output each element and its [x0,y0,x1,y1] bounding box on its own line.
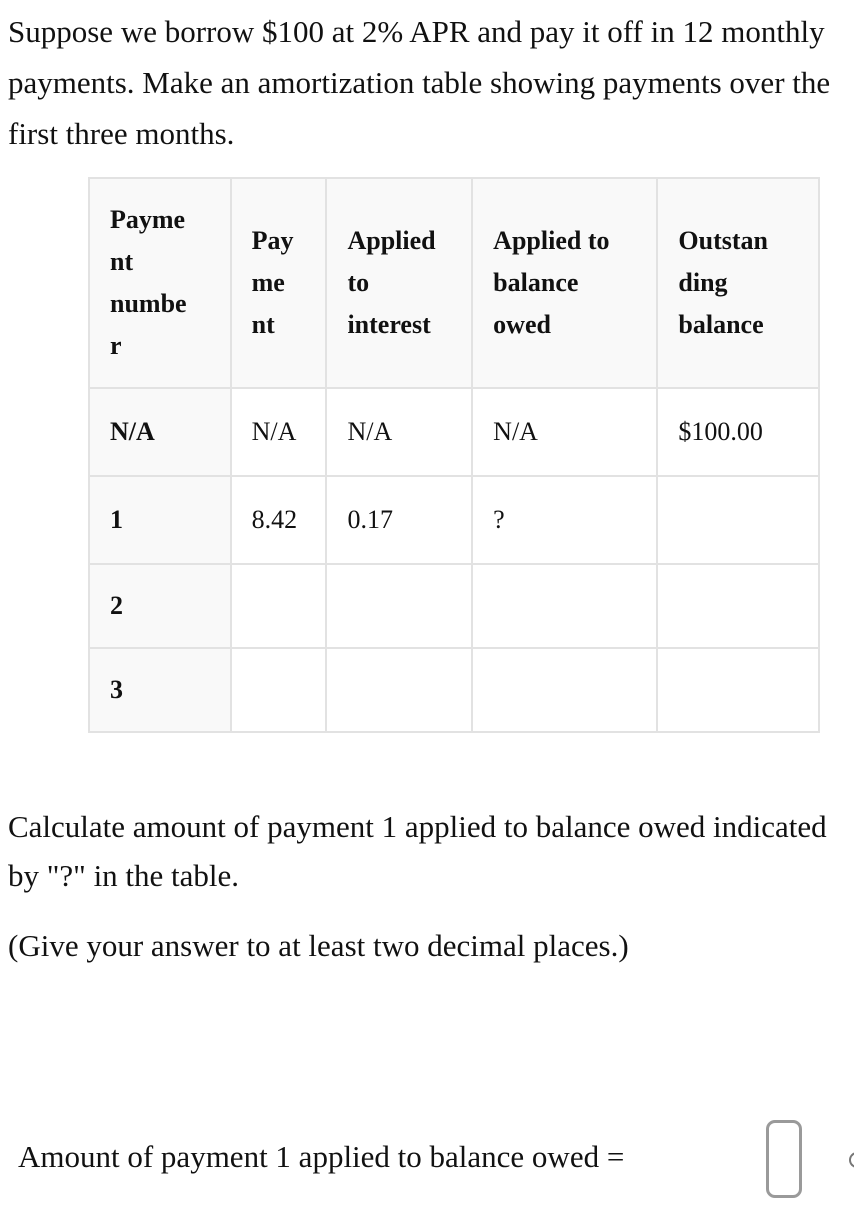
cell-payment: 8.42 [231,476,327,564]
cell-payment [231,564,327,648]
cell-payment-number: N/A [89,388,231,476]
table-row [89,476,819,564]
answer-row [18,1128,624,1186]
header-payment-number: Payme nt numbe r [89,178,231,388]
cell-applied-to-interest [326,648,472,732]
header-applied-to-balance: Applied to balance owed [472,178,657,388]
header-payment: Pay me nt [231,178,327,388]
help-icon[interactable] [846,1148,854,1168]
header-outstanding-balance: Outstan ding balance [657,178,819,388]
cell-applied-to-interest: 0.17 [326,476,472,564]
table-header-row [89,178,819,388]
answer-input[interactable] [766,1120,802,1198]
cell-outstanding-balance: $100.00 [657,388,819,476]
problem-statement: Suppose we borrow $100 at 2% APR and pay it off in 12 monthly payments. Make an amortization table showing payments over the first three months. [8,14,831,151]
cell-payment [231,648,327,732]
cell-outstanding-balance [657,564,819,648]
cell-applied-to-balance [472,564,657,648]
cell-payment-number: 3 [89,648,231,732]
cell-applied-to-interest [326,564,472,648]
table-row [89,388,819,476]
table-row [89,564,819,648]
cell-payment: N/A [231,388,327,476]
cell-applied-to-balance [472,648,657,732]
question-text: Calculate amount of payment 1 applied to balance owed indicated by "?" in the table. [8,809,827,893]
cell-outstanding-balance [657,476,819,564]
cell-payment-number: 1 [89,476,231,564]
cell-applied-to-balance: ? [472,476,657,564]
cell-applied-to-interest: N/A [326,388,472,476]
header-applied-to-interest: Applied to interest [326,178,472,388]
precision-hint: (Give your answer to at least two decimal places.) [8,928,629,963]
amortization-table [88,177,820,733]
cell-outstanding-balance [657,648,819,732]
cell-payment-number: 2 [89,564,231,648]
answer-label: Amount of payment 1 applied to balance owed = [18,1139,625,1174]
table-row [89,648,819,732]
cell-applied-to-balance: N/A [472,388,657,476]
